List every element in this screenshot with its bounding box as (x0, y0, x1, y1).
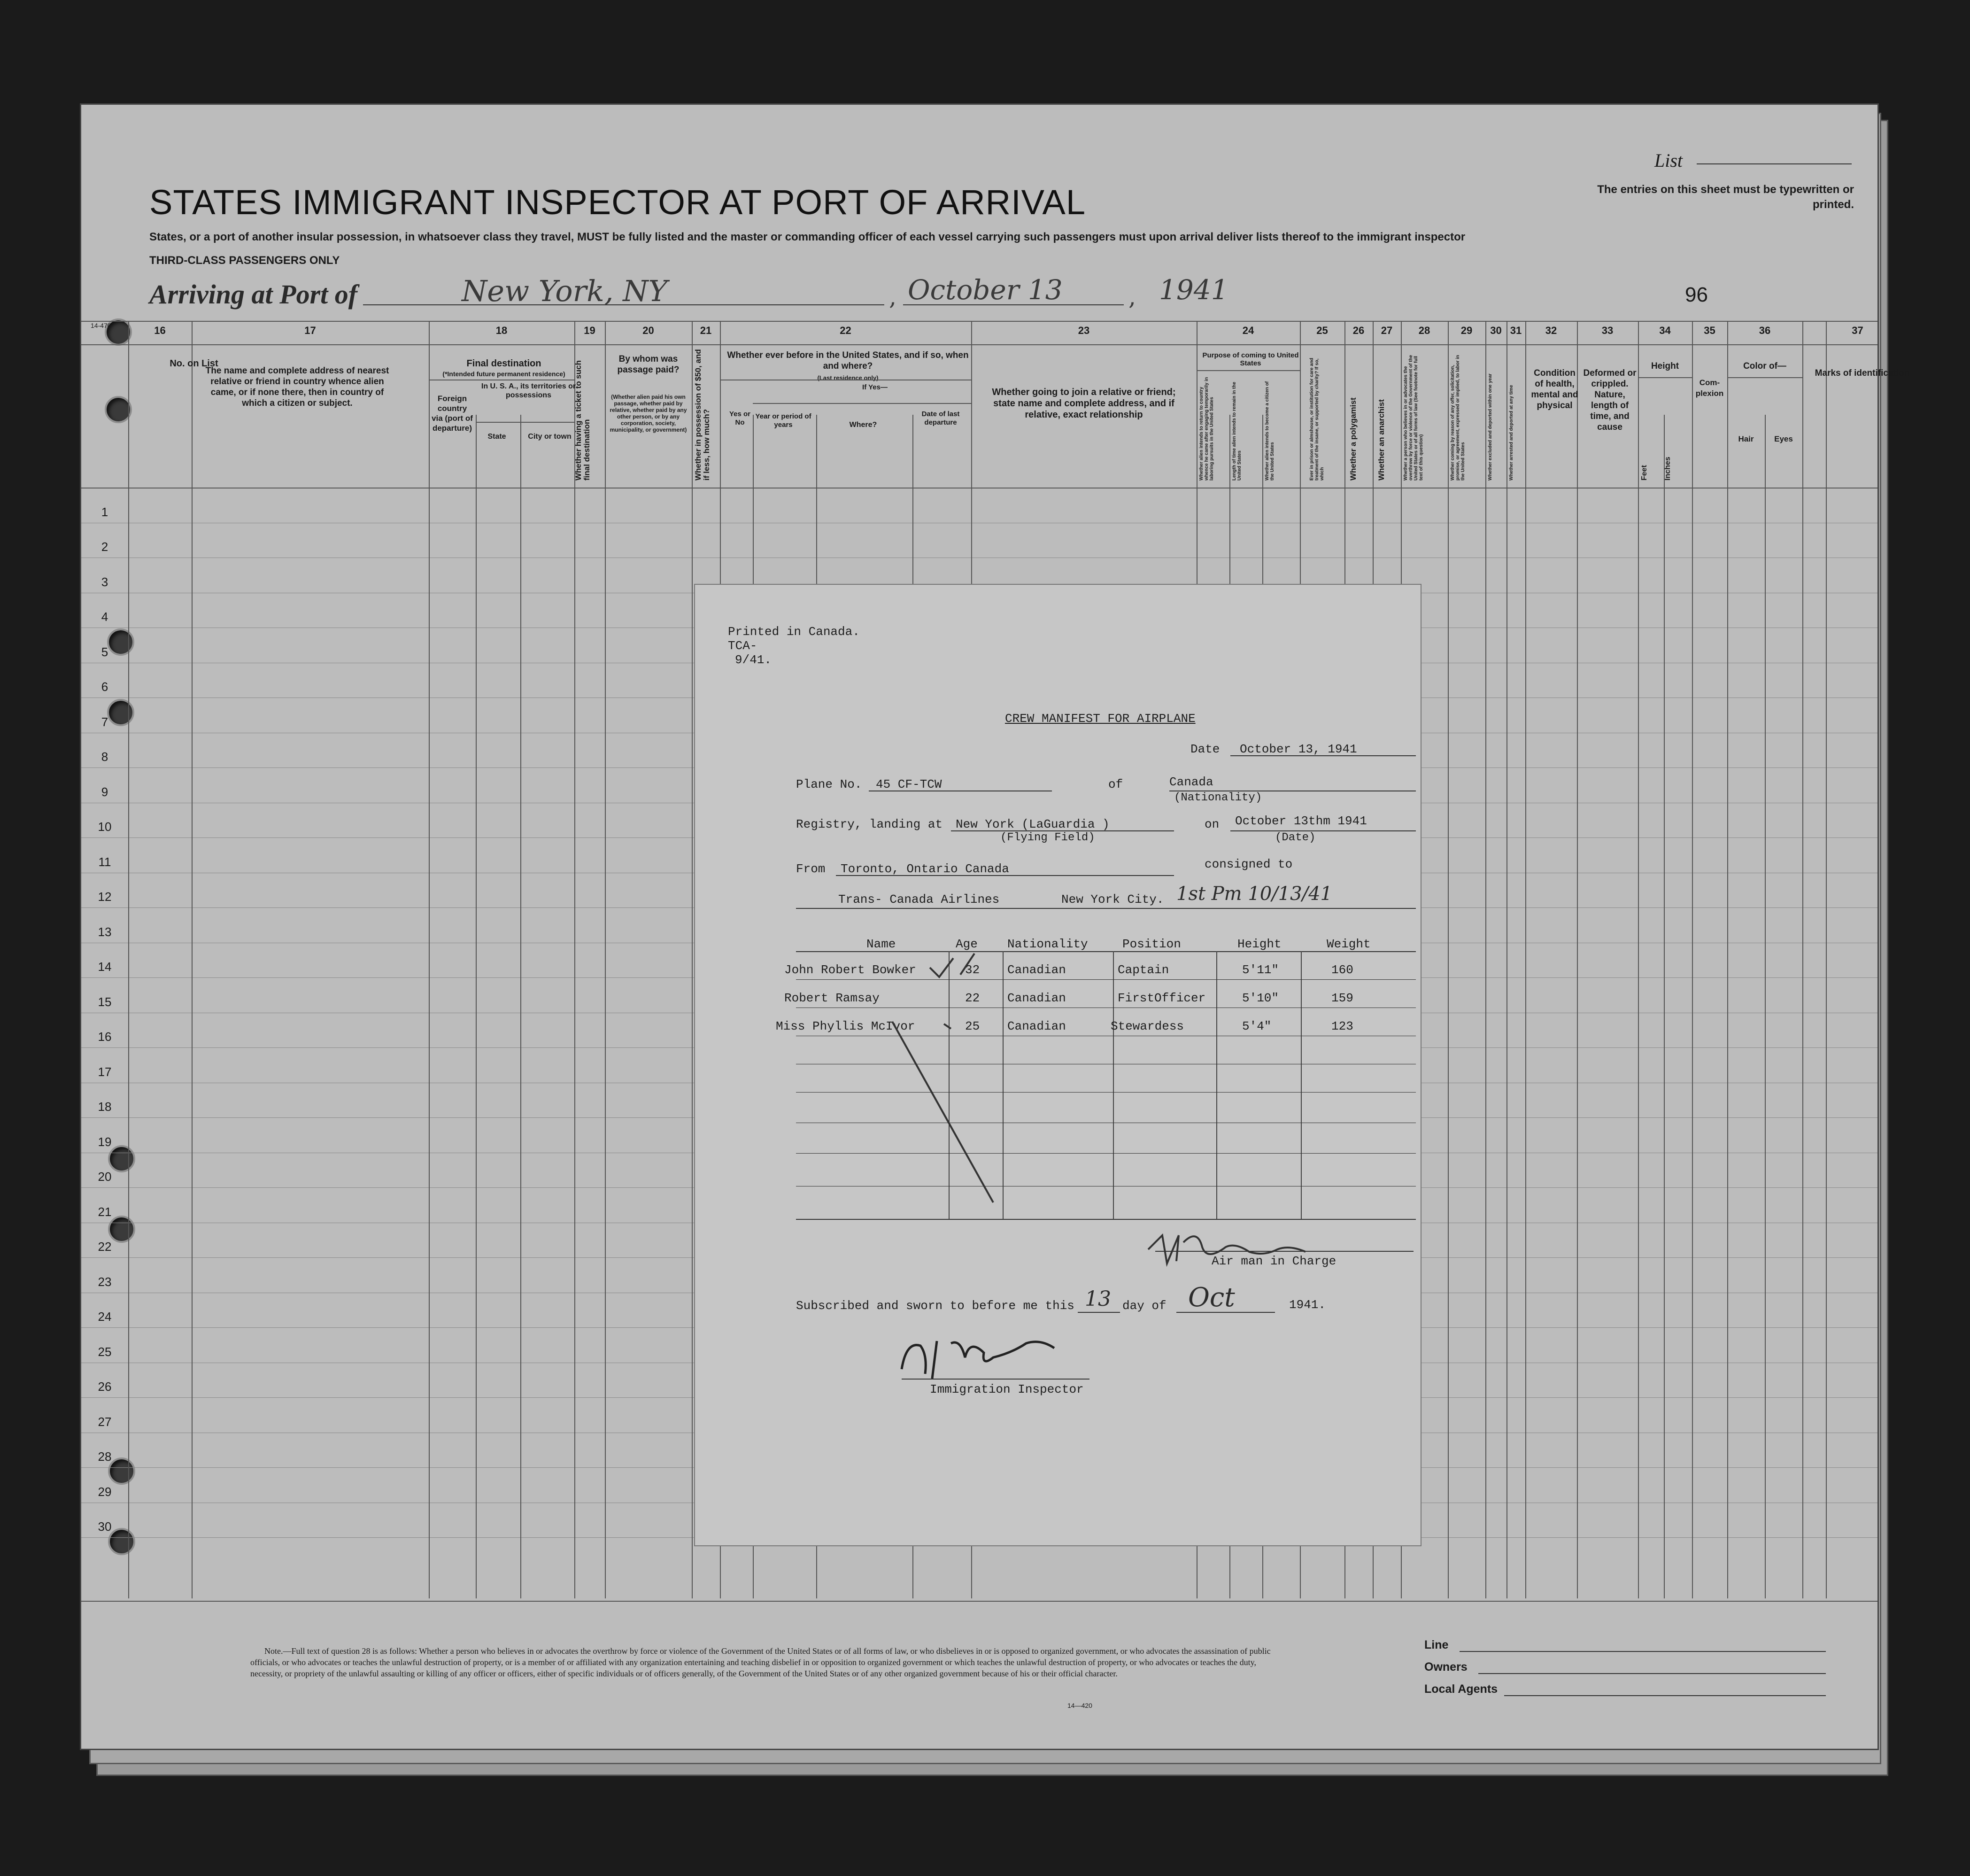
column-number: 36 (1759, 325, 1771, 336)
footer-owners-label: Owners (1424, 1660, 1468, 1674)
airline-value: Trans- Canada Airlines (838, 892, 1000, 907)
column-number: 37 (1852, 325, 1863, 336)
airman-sign-line (1155, 1251, 1414, 1252)
list-line (1697, 163, 1852, 164)
date-label: Date (1190, 742, 1220, 756)
footer-owners-field (1478, 1673, 1826, 1674)
subheader-rule (1638, 377, 1692, 378)
state-header: State (487, 433, 506, 441)
row-number: 15 (98, 994, 112, 1009)
on-caption: (Date) (1275, 831, 1316, 844)
deported-header: Whether arrested and deported at any time (1509, 385, 1514, 481)
date-last-header: Date of last departure (921, 410, 960, 426)
marks-header: Marks of identification (1815, 368, 1910, 378)
row-number: 18 (98, 1100, 112, 1114)
deformed-header: Deformed or crippled. Nature, length of time, and cause (1583, 368, 1637, 432)
form-title: STATES IMMIGRANT INSPECTOR AT PORT OF ARRIVAL (149, 183, 1086, 222)
column-divider (476, 415, 477, 1598)
sworn-month: Oct (1188, 1282, 1235, 1313)
column-number: 27 (1381, 325, 1393, 336)
eyes-header: Eyes (1774, 434, 1793, 443)
row-number: 29 (98, 1484, 112, 1499)
footer-agents-field (1504, 1695, 1826, 1696)
by-whom-sub: (Whether alien paid his own passage, whether paid by relative, whether paid by any other person, or by any corporation, society, municipality, or government) (610, 394, 687, 433)
row-number: 16 (98, 1030, 112, 1044)
form-number: 14-470 (91, 322, 111, 329)
crew-position: Captain (1118, 963, 1169, 977)
column-divider (1727, 321, 1728, 1598)
column-number: 16 (154, 325, 166, 336)
column-divider (692, 321, 693, 1598)
sworn-day: 13 (1085, 1287, 1111, 1311)
crew-height: 5'11" (1242, 963, 1279, 977)
pen-marks (695, 585, 1421, 1545)
relative-header: The name and complete address of nearest relative or friend in country whence alien came, or if none there, then in country of which a citizen or subject. (205, 366, 389, 408)
footer-agents-label: Local Agents (1424, 1682, 1498, 1696)
signature-bowker (1148, 1235, 1179, 1264)
subheader-rule (1197, 370, 1300, 371)
row-number: 2 (101, 540, 108, 554)
column-divider (1664, 415, 1665, 1598)
purpose-citizen-header: Whether alien intends to become a citizen of the United States (1265, 381, 1275, 481)
column-divider (574, 321, 575, 1598)
yes-no-header: Yes or No (729, 410, 751, 426)
row-number: 25 (98, 1344, 112, 1359)
col-weight: Weight (1327, 937, 1371, 951)
grid-bottom-line (81, 1601, 1877, 1602)
ever-before-sub: (Last residence only) (817, 374, 879, 381)
signature-inspector (902, 1341, 1054, 1379)
column-divider (605, 321, 606, 1598)
from-value: Toronto, Ontario Canada (841, 862, 1009, 876)
crew-nationality: Canadian (1007, 1019, 1066, 1033)
check-mark (930, 958, 953, 977)
if-yes-header: If Yes— (862, 383, 888, 391)
destination-city: New York City. (1061, 892, 1164, 907)
row-number: 7 (101, 714, 108, 729)
column-divider (1692, 321, 1693, 1598)
hair-header: Hair (1738, 434, 1754, 443)
column-number: 18 (495, 325, 508, 336)
crew-name: Robert Ramsay (784, 991, 880, 1005)
final-destination-header: Final destination (466, 358, 541, 369)
column-divider (1525, 321, 1526, 1598)
column-number: 20 (642, 325, 654, 336)
entries-note: The entries on this sheet must be typewritten or printed. (1597, 183, 1854, 211)
row-number: 23 (98, 1274, 112, 1289)
row-number: 11 (98, 854, 111, 869)
column-divider (1638, 321, 1639, 1598)
column-number: 19 (584, 325, 595, 336)
inspector-label: Immigration Inspector (930, 1382, 1084, 1396)
col-nationality: Nationality (1007, 937, 1088, 951)
crew-position: Stewardess (1111, 1019, 1184, 1033)
column-number: 23 (1078, 325, 1090, 336)
row-number: 17 (98, 1064, 112, 1079)
subheader-rule (753, 403, 971, 404)
cancel-strike-line (892, 1022, 993, 1202)
column-number: 31 (1510, 325, 1522, 336)
check-mark (960, 954, 974, 975)
column-number: 33 (1601, 325, 1614, 336)
row-number: 13 (98, 924, 112, 939)
column-divider (1506, 321, 1507, 1598)
column-divider (520, 415, 521, 1598)
row-number: 3 (101, 574, 108, 589)
subheader-rule (476, 422, 574, 423)
complexion-header: Com-plexion (1695, 378, 1724, 398)
col-age: Age (956, 937, 978, 951)
from-label: From (796, 862, 826, 876)
ever-before-header: Whether ever before in the United States, and if so, when and where? (727, 350, 969, 371)
crew-nationality: Canadian (1007, 963, 1066, 977)
subheader-rule (1727, 377, 1802, 378)
date-handwritten: October 13 (908, 274, 1063, 306)
row-number: 19 (98, 1134, 112, 1149)
health-header: Condition of health, mental and physical (1531, 368, 1578, 411)
column-divider (1765, 415, 1766, 1598)
column-number: 22 (840, 325, 851, 336)
row-number: 8 (101, 750, 108, 764)
row-number: 21 (98, 1204, 112, 1219)
row-number: 20 (98, 1170, 112, 1184)
in-usa-header: In U. S. A., its territories or possessions (481, 382, 576, 399)
year-period-header: Year or period of years (755, 412, 811, 429)
crew-weight: 123 (1331, 1019, 1353, 1033)
fifty-dollars-header: Whether in possession of $50, and if less, how much? (694, 349, 711, 481)
row-number: 28 (98, 1450, 112, 1464)
column-divider (1448, 321, 1449, 1598)
row-number: 24 (98, 1310, 112, 1324)
joining-header: Whether going to join a relative or friend; state name and complete address, and if relative, exact relationship (992, 387, 1176, 420)
labor-offer-header: Whether coming by reason of any offer, solicitation, promise, or agreement, expressed or implied, to labor in the United States (1450, 355, 1466, 481)
color-of-header: Color of— (1743, 361, 1786, 371)
col-name: Name (866, 937, 896, 951)
comma: , (889, 283, 896, 310)
colnum-line (81, 344, 1877, 345)
date-value: October 13, 1941 (1240, 742, 1357, 756)
crew-height: 5'10" (1242, 991, 1279, 1005)
column-divider (429, 321, 430, 1598)
form-subtitle: States, or a port of another insular possession, in whatsoever class they travel, MUST be fully listed and the master or commanding officer of each vessel carrying such passengers must upon arrival deliver lists thereof to the immigrant inspector (149, 231, 1466, 243)
port-handwritten: New York, NY (462, 274, 668, 308)
registry-label: Registry, landing at (796, 817, 943, 831)
crew-name: Miss Phyllis McIvor (776, 1019, 915, 1033)
row-number: 1 (101, 504, 108, 519)
column-divider (1802, 321, 1803, 1598)
row-number: 10 (98, 820, 112, 834)
column-number: 21 (700, 325, 712, 336)
column-number: 24 (1242, 325, 1254, 336)
list-label: List (1654, 150, 1683, 171)
column-number: 17 (304, 325, 316, 336)
plane-label: Plane No. (796, 777, 862, 791)
row-number: 6 (101, 680, 108, 694)
column-divider (1577, 321, 1578, 1598)
sworn-label: Subscribed and sworn to before me this (796, 1299, 1074, 1313)
check-mark (944, 1024, 951, 1029)
polygamist-header: Whether a polygamist (1349, 397, 1358, 481)
grid-top-line (81, 321, 1877, 322)
where-header: Where? (849, 421, 877, 429)
column-number: 34 (1659, 325, 1671, 336)
row-number: 5 (101, 644, 108, 659)
feet-header: Feet (1640, 465, 1648, 481)
column-number: 32 (1545, 325, 1557, 336)
column-divider (192, 321, 193, 1598)
crew-weight: 160 (1331, 963, 1353, 977)
purpose-return-header: Whether alien intends to return to country whence he came after engaging temporarily in laboring pursuits in the United States (1199, 377, 1214, 481)
row-number: 27 (98, 1414, 112, 1429)
inspector-sign-line (902, 1379, 1089, 1380)
city-header: City or town (528, 433, 572, 441)
column-divider (1826, 321, 1827, 1598)
column-number: 29 (1460, 325, 1473, 336)
nationality-value: Canada (1169, 775, 1213, 789)
comma: , (1128, 283, 1136, 310)
manifest-title: CREW MANIFEST FOR AIRPLANE (1005, 712, 1196, 726)
sworn-day-line (1078, 1312, 1120, 1313)
col-position: Position (1122, 937, 1181, 951)
column-number: 25 (1316, 325, 1328, 336)
footer-line-label: Line (1424, 1638, 1449, 1651)
crew-weight: 159 (1331, 991, 1353, 1005)
ticket-header: Whether having a ticket to such final destination (574, 360, 591, 481)
col-height: Height (1237, 937, 1282, 951)
crew-position: FirstOfficer (1118, 991, 1206, 1005)
column-number: 28 (1418, 325, 1430, 336)
no-on-list-text: No. on List (170, 358, 218, 369)
crew-nationality: Canadian (1007, 991, 1066, 1005)
final-destination-sub: (*Intended future permanent residence) (442, 370, 565, 378)
airman-label: Air man in Charge (1212, 1254, 1337, 1268)
row-number: 4 (101, 610, 108, 624)
sheet-number: 96 (1685, 283, 1708, 306)
year-value: 1941 (1159, 274, 1228, 306)
day-of-label: day of (1122, 1299, 1167, 1313)
anarchist-header: Whether an anarchist (1377, 399, 1386, 481)
excluded-header: Whether excluded and deported within one year (1488, 373, 1493, 481)
row-number: 12 (98, 890, 112, 904)
row-number: 9 (101, 784, 108, 799)
tca-code: TCA- (728, 639, 757, 653)
column-number: 35 (1704, 325, 1715, 336)
manifest-form-sheet (80, 103, 1910, 1750)
prison-header: Ever in prison or almshouse, or institution for care and treatment of the insane, or supported by charity? If so, which (1309, 357, 1325, 481)
row-number: 22 (98, 1240, 112, 1254)
purpose-length-header: Length of time alien intends to remain in the United States (1232, 381, 1242, 481)
landing-caption: (Flying Field) (1000, 831, 1095, 844)
height-header: Height (1651, 361, 1679, 371)
crew-age: 25 (965, 1019, 980, 1033)
row-number: 26 (98, 1380, 112, 1394)
purpose-header: Purpose of coming to United States (1202, 351, 1299, 367)
column-divider (1485, 321, 1486, 1598)
consigned-label: consigned to (1205, 857, 1293, 871)
crew-name: John Robert Bowker (784, 963, 916, 977)
inches-header: Inches (1664, 457, 1672, 481)
printed-in-canada: Printed in Canada. (728, 625, 860, 639)
by-whom-header: By whom was passage paid? (617, 354, 680, 375)
plane-value: 45 CF-TCW (876, 777, 942, 791)
sworn-year: 1941. (1289, 1298, 1326, 1312)
row-number: 14 (98, 960, 112, 974)
handwritten-time: 1st Pm 10/13/41 (1176, 883, 1332, 905)
row-number: 30 (98, 1519, 112, 1534)
date-code: 9/41. (735, 653, 772, 667)
crew-age: 22 (965, 991, 980, 1005)
of-label: of (1108, 777, 1123, 791)
on-value: October 13thm 1941 (1235, 814, 1367, 828)
on-label: on (1205, 817, 1220, 831)
arriving-label: Arriving at Port of (149, 279, 358, 310)
class-note: THIRD-CLASS PASSENGERS ONLY (149, 254, 340, 267)
column-divider (128, 321, 129, 1598)
footnote-code: 14—420 (1067, 1702, 1092, 1709)
foreign-country-header: Foreign country via (port of departure) (432, 394, 473, 433)
overthrow-header: Whether a person who believes in or advocates the overthrow by force or violence of the Government of the United States or of all forms of law (See footnote for full text of this question) (1403, 355, 1424, 481)
footer-line-field (1460, 1651, 1826, 1652)
landing-value: New York (LaGuardia ) (956, 817, 1110, 831)
column-number: 30 (1490, 325, 1502, 336)
footnote: Note.—Full text of question 28 is as follows: Whether a person who believes in or advocates the overthrow by force or violence of the Government of the United States or of all forms of law, or who disbelieves in or is opposed to organized government, or who advocates the assassination of public officials, or who advocates or teaches the unlawful destruction of property, or is a member of or affiliated with any organization entertaining and teaching disbelief in or opposition to organized government or which teaches the unlawful destruction of property, or who advocates or teaches the duty, necessity, or propriety of the unlawful assaulting or killing of any officer or officers, either of specific individuals or of officers generally, of the Government of the United States or of any other organized government because of his or their official character. (250, 1646, 1271, 1678)
crew-height: 5'4" (1242, 1019, 1272, 1033)
crew-age: 32 (965, 963, 980, 977)
crew-manifest-slip (694, 584, 1421, 1546)
nationality-caption: (Nationality) (1174, 791, 1262, 804)
column-number: 26 (1352, 325, 1365, 336)
